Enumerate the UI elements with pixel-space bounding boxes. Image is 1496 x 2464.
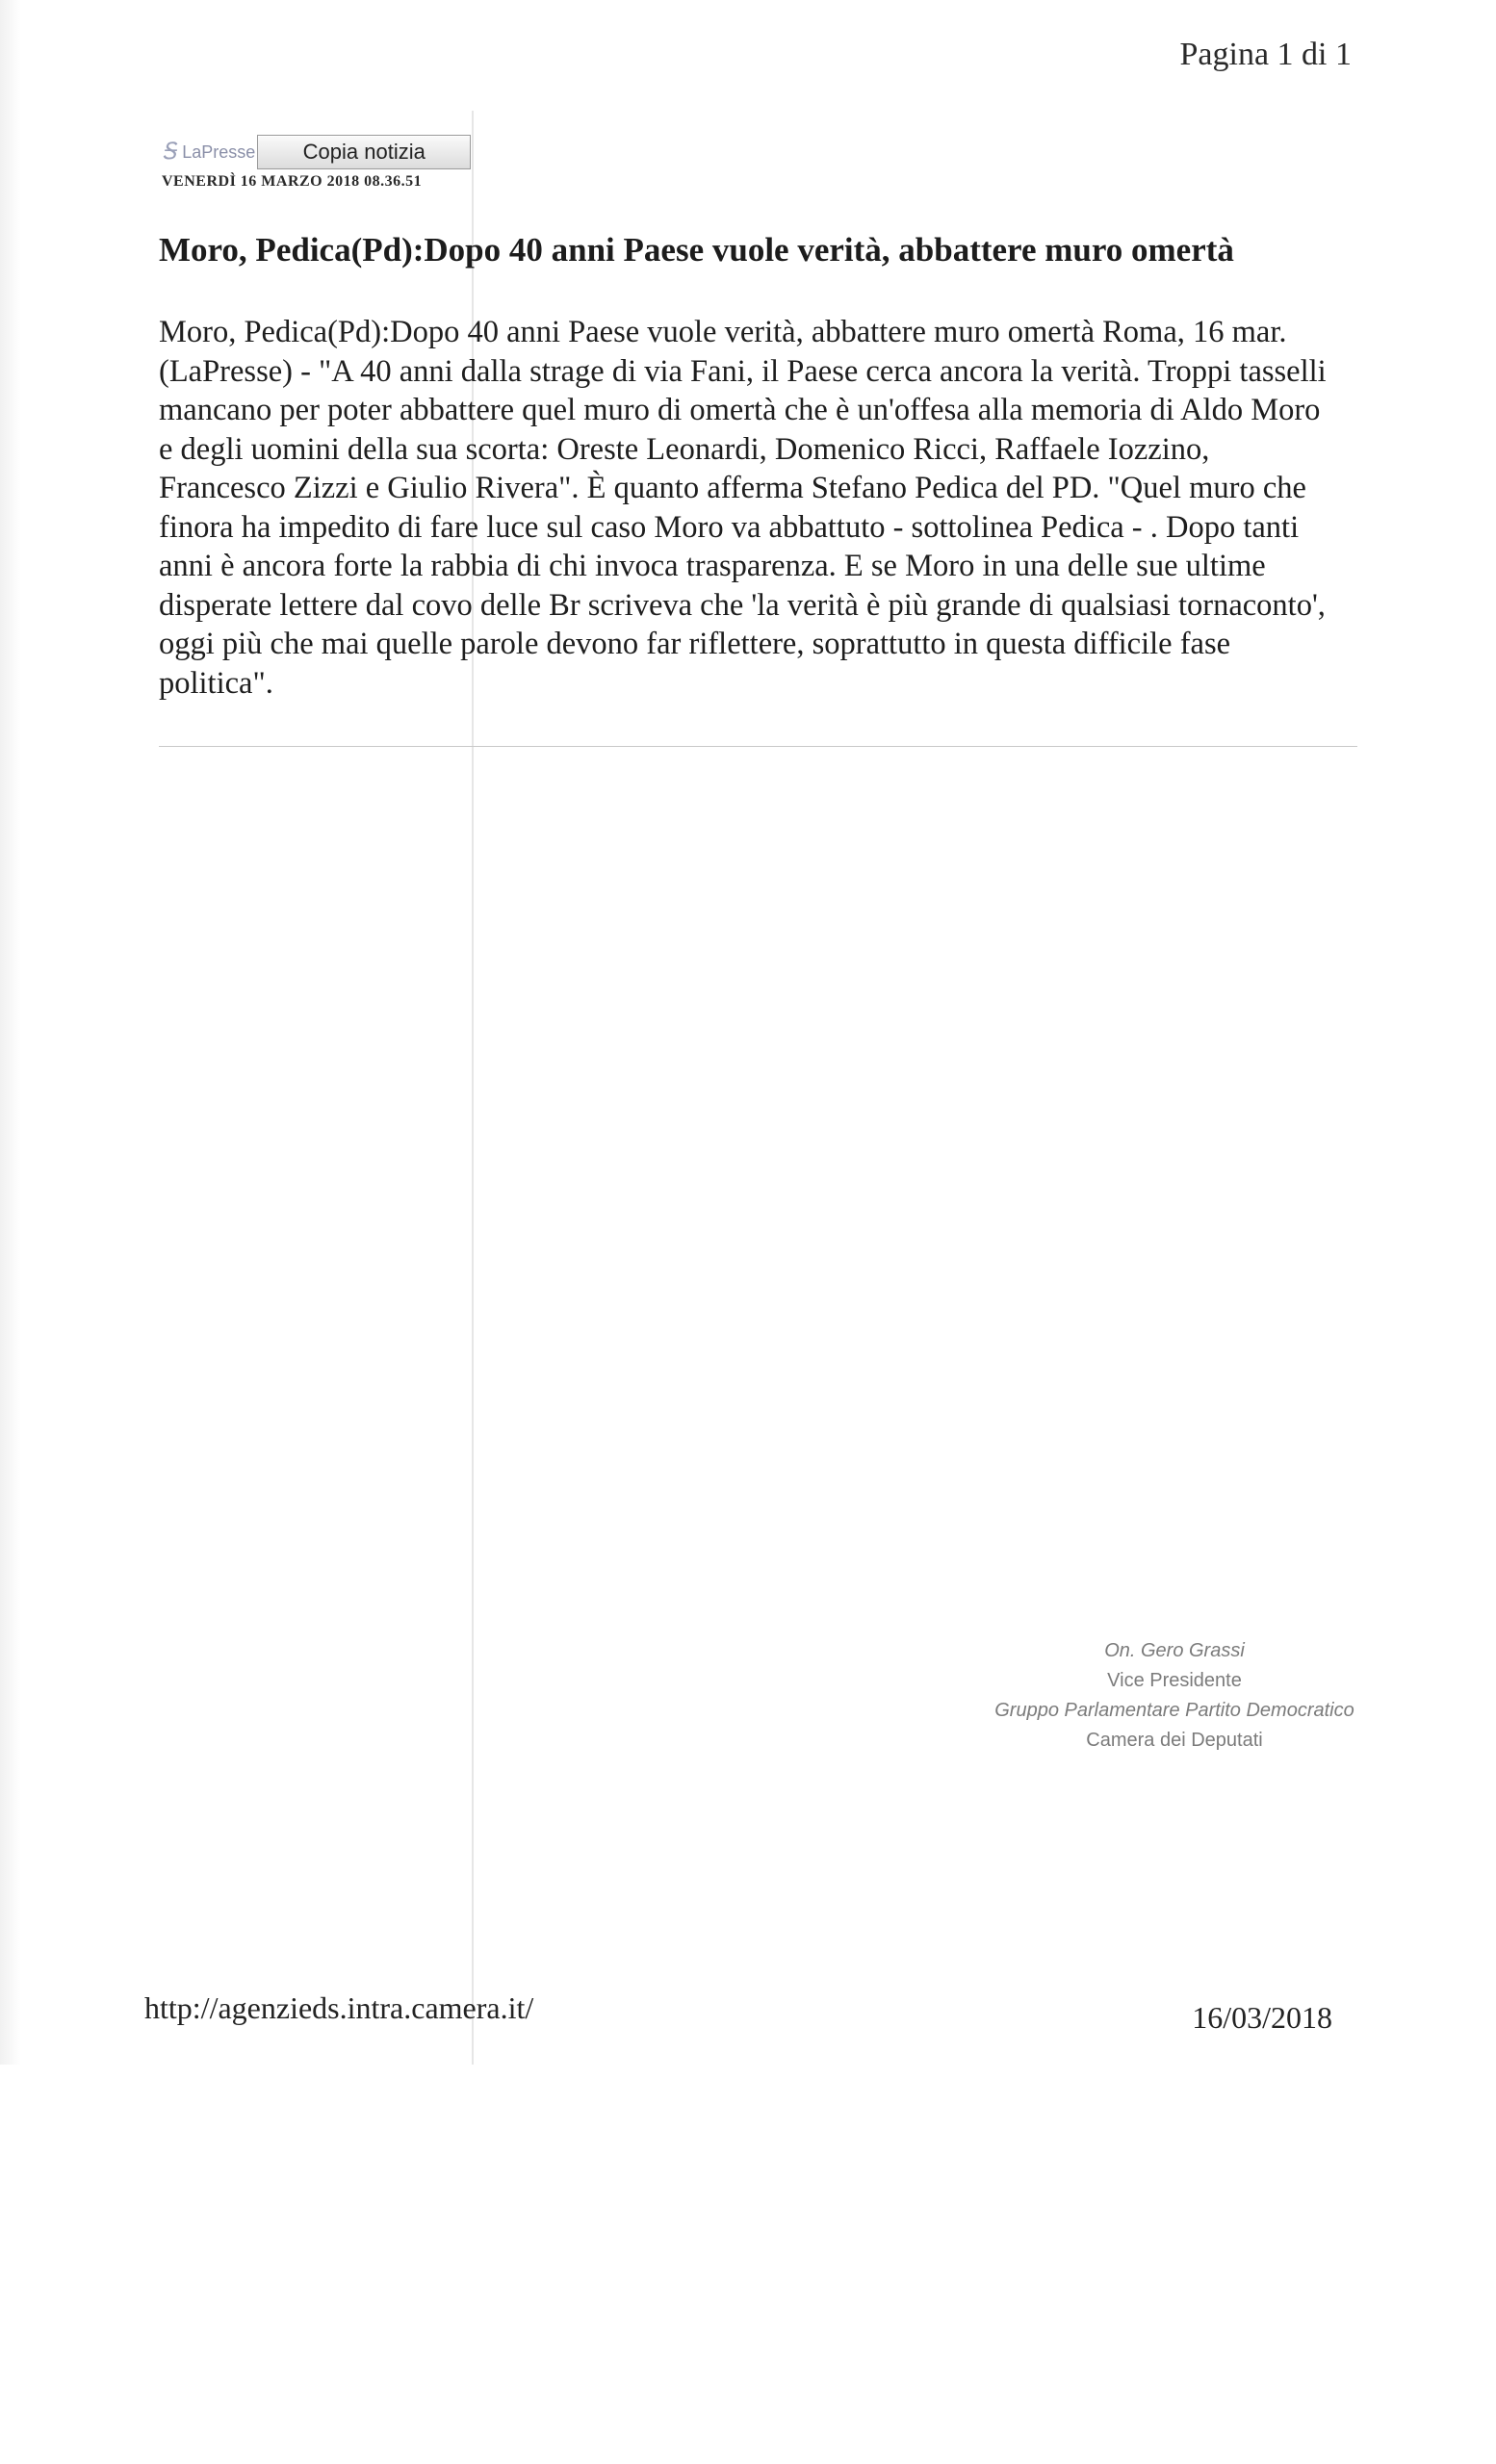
lapresse-logo-icon: Ꭶ bbox=[162, 139, 177, 165]
signature-chamber: Camera dei Deputati bbox=[1086, 1730, 1263, 1751]
signature-role: Vice Presidente bbox=[1107, 1670, 1242, 1691]
lapresse-logo bbox=[162, 139, 255, 166]
article-headline: Moro, Pedica(Pd):Dopo 40 anni Paese vuole verità, abbattere muro omertà bbox=[159, 231, 1234, 269]
signature-name: On. Gero Grassi bbox=[1104, 1640, 1245, 1661]
footer-url: http://agenzieds.intra.camera.it/ bbox=[144, 1990, 534, 2025]
scan-edge-shadow bbox=[0, 0, 21, 2065]
footer-date: 16/03/2018 bbox=[1192, 2000, 1332, 2035]
article-body: Moro, Pedica(Pd):Dopo 40 anni Paese vuole verità, abbattere muro omertà Roma, 16 mar. (LaPresse) - "A 40 anni dalla strage di via Fani, il Paese cerca ancora la verità. Troppi tasselli mancano per poter abbattere quel muro di omertà che è un'offesa alla memoria di Aldo Moro e degli uomini della sua scorta: Oreste Leonardi, Domenico Ricci, Raffaele Iozzino, Francesco Zizzi e Giulio Rivera". È quanto afferma Stefano Pedica del PD. "Quel muro che finora ha impedito di fare luce sul caso Moro va abbattuto - sottolinea Pedica - . Dopo tanti anni è ancora forte la rabbia di chi invoca trasparenza. E se Moro in una delle sue ultime disperate lettere dal covo delle Br scriveva che 'la verità è più grande di qualsiasi tornaconto', oggi più che mai quelle parole devono far riflettere, soprattutto in questa difficile fase politica". bbox=[159, 315, 1327, 701]
logo-text: LaPresse bbox=[182, 141, 256, 162]
divider bbox=[159, 746, 1357, 747]
page-counter: Pagina 1 di 1 bbox=[1179, 37, 1352, 72]
copy-news-button[interactable]: Copia notizia bbox=[257, 135, 471, 169]
signature-stamp bbox=[943, 1636, 1406, 1756]
dateline: VENERDÌ 16 MARZO 2018 08.36.51 bbox=[162, 173, 423, 190]
signature-group: Gruppo Parlamentare Partito Democratico bbox=[994, 1700, 1354, 1721]
source-row bbox=[162, 133, 471, 171]
